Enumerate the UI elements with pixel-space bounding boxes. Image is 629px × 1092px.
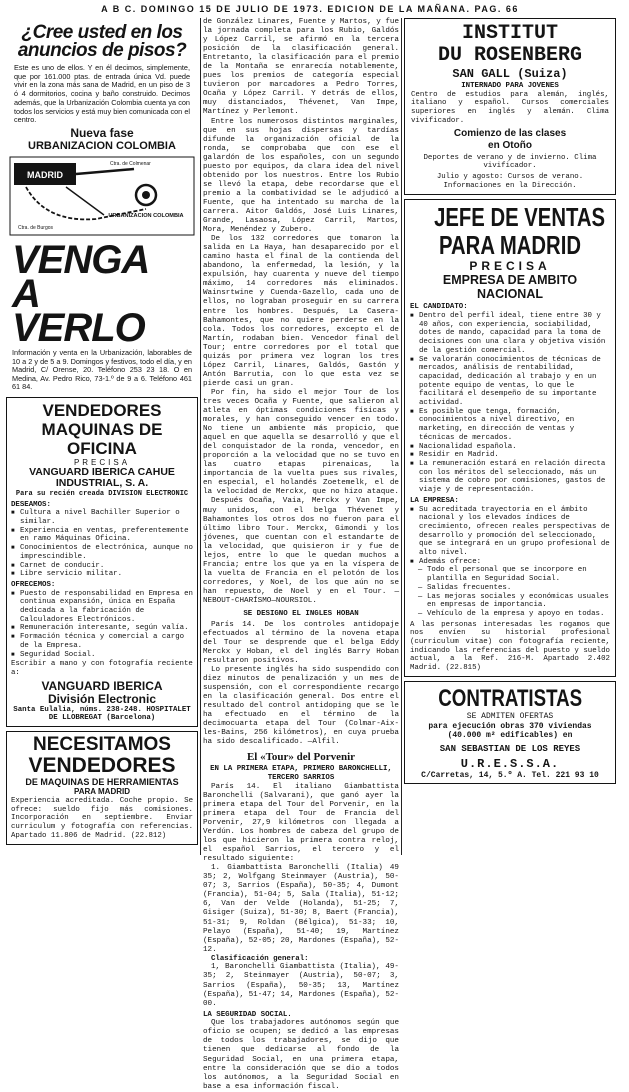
deseamos-title: DESEAMOS: bbox=[11, 500, 51, 509]
list-item: ■ Dentro del perfil ideal, tiene entre 30 y 40 años, con experiencia, sociabilidad, dotes de mando, capacidad para la toma de decisiones con una clara y objetiva visión de la gestión comercial. bbox=[410, 312, 610, 356]
map-label-road: Ctra. de Burgos bbox=[18, 224, 54, 231]
list-item: ■ Remuneración interesante, según valía. bbox=[11, 624, 193, 633]
list-item: ■ Carnet de conducir. bbox=[11, 562, 193, 571]
article-paragraph: Lo presente inglés ha sido suspendido con diez minutos de penalización y un mes de suspensión, con el correspondiente recargo en la clasificación general. Dos entre el resultado del control antidoping que se le ha efectuado en el término de la decimocuarta etapa del Tour (Colmar-Aix-les-Bains, 256 kilómetros), en cuya prueba ha sido descalificado. —Alfil. bbox=[203, 665, 399, 747]
herramientas-body: Experiencia acreditada. Coche propio. Se ofrece: sueldo fijo más comisiones. Incorporación en septiembre. Enviar curriculum y fotografía con referencias. Apartado 11.806 de Madrid. (22.812) bbox=[11, 797, 193, 840]
jefe-title bbox=[410, 231, 610, 259]
jefe-title bbox=[410, 203, 610, 231]
urbanizacion-marker-dot bbox=[142, 191, 150, 199]
map-label-madrid: MADRID bbox=[27, 169, 63, 180]
list-item: ■ Es posible que tenga, formación, conocimientos a nivel directivo, en marketing, en dirección de ventas y técnicas de mercados. bbox=[410, 408, 610, 443]
column-right bbox=[404, 18, 616, 857]
article-subhead: SE DESIGNO EL INGLES HOBAN bbox=[243, 610, 359, 619]
list-item: ■ Puesto de responsabilidad en Empresa en continua expansión, única en España dedicada a la fabricación de Calculadores Electrónicos. bbox=[11, 590, 193, 625]
ofrecemos-list bbox=[11, 590, 193, 660]
rosenberg-city: SAN GALL (Suiza) bbox=[452, 67, 568, 81]
article-paragraph: París 14. El italiano Giambattista Baronchelli (Salvarani), que ganó ayer la primera etapa del Tour del Porvenir, en la primera etapa del Tour de Francia del Porvenir, 27,9 kilómetros con llegada a Verdún. Los hombres de cabeza del grupo de los que hicieron la primera contra reloj, el español Sarrios, el tercero y el resultado siguiente: bbox=[203, 782, 399, 864]
article-paragraph: 1. Giambattista Baronchelli (Italia) 49 35; 2, Wolfgang Steinmayer (Austria), 50-07; 3, Sarrios (España), 50-35; 4, Dumont (Francia), 51-04; 5, Sala (Italia), 51-12; 6, Van der Velde (Holanda), 51-25; 7, Gisiger (Suiza), 51-30; 8, Baert (Francia), 51-31; 9, Roldan (Bélgica), 51-33; 10, Pelayo (España), 51-40; 19, Martínez (España), 52-05; 20, Mardones (España), 52-12. bbox=[203, 864, 399, 954]
contratistas-firma: U.R.E.S.S.A. bbox=[460, 756, 560, 771]
list-item: — Salidas frecuentes. bbox=[418, 584, 610, 593]
contratistas-lugar: SAN SEBASTIAN DE LOS REYES bbox=[439, 743, 581, 754]
list-item: — Vehículo de la empresa y apoyo en todas. bbox=[418, 610, 610, 619]
vanguard-footer-company: VANGUARD IBERICA bbox=[41, 678, 163, 693]
column-rule bbox=[401, 18, 402, 855]
empresa-list bbox=[410, 506, 610, 567]
article-subhead: EN LA PRIMERA ETAPA, PRIMERO BARONCHELLI, TERCERO SARRIOS bbox=[210, 765, 392, 783]
article-paragraph: París 14. De los controles antidopaje efectuados al término de la novena etapa del Tour se desprende que el belga Eddy Merckx y Hoban, el del inglés Barry Hoban resultaron positivos. bbox=[203, 620, 399, 665]
list-item: ■ Formación técnica y comercial a cargo de la Empresa. bbox=[11, 633, 193, 650]
herramientas-sub: DE MAQUINAS DE HERRAMIENTAS bbox=[25, 777, 179, 788]
list-item: — Las mejoras sociales y económicas usuales en empresas de importancia. bbox=[418, 593, 610, 610]
rosenberg-clases: en Otoño bbox=[488, 139, 532, 151]
list-item: — Todo el personal que se incorpore en plantilla en Seguridad Social. bbox=[418, 566, 610, 583]
list-item: ■ Cultura a nivel Bachiller Superior o similar. bbox=[11, 509, 193, 526]
contratistas-direccion: C/Carretas, 14, 5.º A. Tel. 221 93 10 bbox=[421, 770, 599, 780]
jefe-title-text: PARA MADRID bbox=[439, 230, 581, 261]
page-header: A B C. DOMINGO 15 DE JULIO DE 1973. EDICION DE LA MAÑANA. PAG. 66 bbox=[101, 4, 519, 14]
ad-vanguard bbox=[6, 397, 198, 727]
article-tour bbox=[203, 18, 399, 1092]
article-subhead: LA SEGURIDAD SOCIAL. bbox=[203, 1010, 292, 1019]
rosenberg-internado: INTERNADO PARA JOVENES bbox=[461, 82, 559, 90]
fase-title: Nueva fase bbox=[70, 125, 134, 140]
article-paragraph: Después Ocaña, Vaia, Merckx y Van Impe, muy unidos, con el belga Thévenet y Bahamontes los otros dos no fueron para el último libro Tour. Merckx, Gimondi y los jóvenes, que cuentan con el estandarte de la velocidad, que quisieron ir y fue de lejos, entre lo que le quedan muchos a Francia; entre los que ya en la víspera de la vuelta de Francia en el pelotón de los corredores, y Noel, de los que aún no se han repuesto, de Noel y en el Tour. —NEBOUT-CHARÍSMO—NOURSIOL. bbox=[203, 497, 399, 605]
column-middle bbox=[203, 18, 399, 1091]
jefe-contacto: A las personas interesadas les rogamos que nos envíen su historial profesional (curriculum vitae) con fotografía reciente, indicando las referencias del puesto y sueldo actual, a la Ref. 216-M. Apartado 2.402 Madrid. (22.815) bbox=[410, 620, 610, 673]
jefe-empresa: EMPRESA DE AMBITO bbox=[442, 273, 578, 288]
list-item: ■ Nacionalidad española. bbox=[410, 443, 610, 452]
article-paragraph: Que los trabajadores autónomos según que oficio se ocupen; se dedicó a las empresas de todos los trabajadores, se dijo que tienen que dedicarse al fondo de la Seguridad Social, en una primera etapa, entre la consideración que se dio a todos los autónomos, a la Seguridad Social en base a esa información fiscal. bbox=[203, 1019, 399, 1091]
article-title: El «Tour» del Porvenir bbox=[246, 751, 356, 764]
article-subhead: Clasificación general: bbox=[211, 954, 309, 963]
list-item: ■ Se valorarán conocimientos de técnicas de mercados, análisis de rentabilidad, capacidad, dedicación al trabajo y en un potente equipo de ventas, lo que le facilitará el desempeño de su importante actividad. bbox=[410, 356, 610, 408]
ad-contratistas bbox=[404, 681, 616, 784]
list-item: ■ Libre servicio militar. bbox=[11, 570, 193, 579]
vanguard-company: VANGUARD IBERICA CAHUE INDUSTRIAL, S. A. bbox=[29, 465, 175, 490]
contratistas-admiten: SE ADMITEN OFERTAS bbox=[466, 711, 554, 721]
ad-headline: ¿Cree usted en los anuncios de pisos? bbox=[17, 22, 187, 61]
list-item: ■ Residir en Madrid. bbox=[410, 451, 610, 460]
article-paragraph: 1, Baronchelli Giambattista (Italia), 49-35; 2, Steinmayer (Austria), 50-07; 3, Sarrios (España), 50-35; 13, Martínez (España), 51-47; 14, Mardones (España), 52-00. bbox=[203, 963, 399, 1008]
candidato-list bbox=[410, 312, 610, 495]
rosenberg-name: INSTITUT bbox=[461, 22, 558, 45]
ad-urbanizacion-colombia bbox=[6, 18, 198, 394]
map-label-road: Ctra. de Colmenar bbox=[110, 160, 151, 167]
jefe-precisa: PRECISA bbox=[469, 259, 551, 274]
fase-name: URBANIZACION COLOMBIA bbox=[28, 139, 176, 152]
cta-venga-a-verlo: VENGA A VERLO bbox=[12, 237, 148, 350]
jefe-title-text: JEFE DE VENTAS bbox=[434, 202, 606, 233]
article-paragraph: de González Linares, Fuente y Martos, y fue la jornada completa para los Rubio, Galdós y López Carril, se afirmó en la tercera posición de la clasificación general. Entretanto, la clasificación para el premio de la Montaña se enrarecía notablemente, pues los premios de categoría especial tuvieron por marcadores a Pedro Torres, Ocaña y López Carril. Y detrás de ellos, muy distanciados, Thévenet, Van Impe, Martínez y Perlemont. bbox=[203, 18, 399, 117]
article-paragraph: Entre los numerosos distintos marginales, que en sus hojas dispersas y tardías difunde la organización oficial de la ronda, se comprobaba que con ese el galardón de los españoles, con un segundo puesto por equipos, da clara idea del nivel obtenido por los nuestros. Entre los Rubio se llevó la etapa, debe recordarse que el premio a la combatividad se le adjudicó a Fuente, que ha intentado su marcha de la carrera. Aitor Galdós, José Luis Linares, Grande, Lasaosa, López Carril, Martos, Mora, Menéndez y Zubero. bbox=[203, 117, 399, 235]
herramientas-title: VENDEDORES bbox=[28, 754, 176, 778]
article-paragraph: De los 132 corredores que tomaron la salida en La Haya, han desaparecido por el camino hasta el final de la contienda del abandono, la enfermedad, la lesión, y la expulsión, hay cuarenta y nueve del tiempo máximo, 14 corredores más eliminados. Wainsrtwine y Cuenda-Gazello, cada uno de ellos, no lograban proseguir en su carrera entre los hombres. Después, La Casera-Bahamontes, que no quiere perderse en la cola. Todos los corredores, excepto el de Martín, rodaban bien. Vencedor final del Tour; entre corredores por el total que quizás por primera vez logran los tres López Carril, Linares, Galdós, Gastón y Antón Barrutia, con lo que esta vez se pierde casi un gran. bbox=[203, 235, 399, 388]
location-map bbox=[6, 153, 198, 237]
rosenberg-cursos: Julio y agosto: Cursos de verano. Informaciones en la Dirección. bbox=[436, 172, 584, 190]
list-item: ■ Conocimientos de electrónica, aunque no imprescindible. bbox=[11, 544, 193, 561]
rosenberg-deportes: Deportes de verano y de invierno. Clima vivificador. bbox=[423, 153, 597, 171]
ad-body: Este es uno de ellos. Y en él decimos, simplemente, que por 161.000 ptas. de entrada única Vd. puede vivir en la zona más sana de Madrid, en un piso de 3 ó 4 dormitorios, cocina y baño construido. Decimos además, que la Urbanización Colombia cuenta ya con todos los servicios y está muy bien comunicada con el centro. bbox=[14, 63, 190, 125]
list-item: ■ Además ofrece: bbox=[410, 558, 610, 567]
jefe-empresa: NACIONAL bbox=[477, 287, 543, 302]
herramientas-title: NECESITAMOS bbox=[33, 734, 171, 756]
candidato-title: EL CANDIDATO: bbox=[410, 303, 468, 312]
ad-herramientas bbox=[6, 731, 198, 845]
column-left bbox=[6, 18, 198, 857]
ofrecemos-title: OFRECEMOS: bbox=[11, 580, 56, 589]
vanguard-footer-address: Santa Eulalia, núms. 238-248. HOSPITALET DE LLOBREGAT (Barcelona) bbox=[13, 705, 191, 723]
list-item: ■ Experiencia en ventas, preferentemente en ramo Máquinas Oficina. bbox=[11, 527, 193, 544]
vanguard-footer-division: División Electronic bbox=[47, 691, 157, 706]
ad-jefe-ventas bbox=[404, 199, 616, 677]
vanguard-title: VENDEDORES MAQUINAS DE OFICINA bbox=[41, 400, 163, 458]
vanguard-escribir: Escribir a mano y con fotografía reciente a: bbox=[11, 660, 193, 677]
list-item: ■ Su acreditada trayectoria en el ámbito nacional y los elevados índices de crecimiento, ofrecen reales perspectivas de desarrollo y promoción del seleccionado, que se integrará en un grupo profesional de alto nivel. bbox=[410, 506, 610, 558]
article-paragraph: Por fin, ha sido el mejor Tour de los tres veces Ocaña y Fuente, que salieron al atleta en óptimas condiciones físicas y morales, y han conseguido vencer en todo. No tiene un ambiente más propicio, que aquel en que aquella se desarrolló y que el del conquistador de la ronda, vencedor, en proporción a la velocidad que no se tuvo en las cuatro etapas pirenaicas, la importancia de la vuelta pues sus rivales, en especial, el holandés Zoetemelk, el de la velocidad de Merckx, que no hizo ataque. bbox=[203, 388, 399, 497]
rosenberg-clases: Comienzo de las clases bbox=[453, 127, 567, 139]
contratistas-title-text: CONTRATISTAS bbox=[438, 684, 582, 712]
ad-info: Información y venta en la Urbanización, laborables de 10 a 2 y de 5 a 9. Domingos y festivos, todo el día, y en Madrid, C/ Orense, 20. Teléfono 253 23 18. O en Medina, Av. Pedro Rico, 73-1.º de 9 a 6. Teléfono 461 61 84. bbox=[12, 347, 192, 392]
contratistas-title bbox=[410, 686, 610, 712]
list-item: ■ La remuneración estará en relación directa con los méritos del seleccionado, más un sistema de cobro por comisiones, gastos de viaje y de representación. bbox=[410, 460, 610, 495]
column-rule bbox=[200, 18, 201, 855]
deseamos-list bbox=[11, 509, 193, 579]
ofrece-list bbox=[410, 566, 610, 618]
rosenberg-body: Centro de estudios para alemán, inglés, italiano y español. Cursos comerciales superiores en inglés y alemán. Clima vivificador. bbox=[411, 90, 609, 125]
vanguard-division: Para su recién creada DIVISION ELECTRONIC bbox=[15, 489, 189, 498]
ad-rosenberg bbox=[404, 18, 616, 195]
contratistas-ejecucion: para ejecución obras 370 viviendas (40.000 m² edificables) en bbox=[428, 721, 592, 741]
empresa-title: LA EMPRESA: bbox=[410, 496, 459, 505]
list-item: ■ Seguridad Social. bbox=[11, 651, 193, 660]
map-label-urbanizacion: URBANIZACION COLOMBIA bbox=[108, 212, 184, 219]
vanguard-precisa: PRECISA bbox=[73, 457, 131, 467]
rosenberg-name: DU ROSENBERG bbox=[437, 44, 583, 67]
herramientas-city: PARA MADRID bbox=[74, 787, 130, 797]
